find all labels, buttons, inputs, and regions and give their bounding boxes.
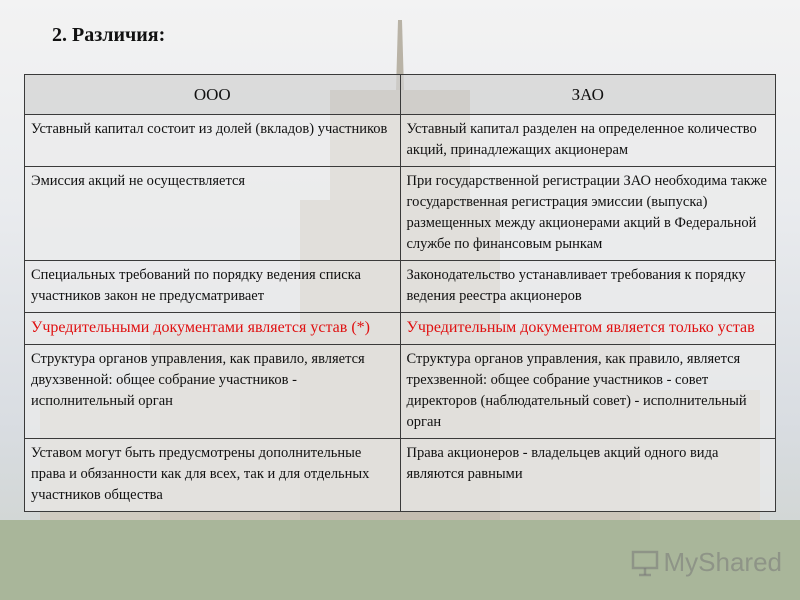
cell-zao: Законодательство устанавливает требования к порядку ведения реестра акционеров xyxy=(400,261,776,313)
cell-zao: При государственной регистрации ЗАО необходима также государственная регистрация эмиссии (выпуска) размещенных между акционерами акций в Федеральной службе по финансовым рынкам xyxy=(400,167,776,261)
cell-zao: Права акционеров - владельцев акций одного вида являются равными xyxy=(400,439,776,512)
table-row xyxy=(25,261,776,313)
cell-ooo: Структура органов управления, как правило, является двухзвенной: общее собрание участников - исполнительный орган xyxy=(25,345,401,439)
table-row xyxy=(25,439,776,512)
watermark-text: MyShared xyxy=(663,547,782,577)
presentation-board-icon xyxy=(630,548,660,578)
cell-ooo: Уставный капитал состоит из долей (вкладов) участников xyxy=(25,115,401,167)
header-zao: ЗАО xyxy=(400,75,776,115)
cell-zao: Учредительным документом является только устав xyxy=(400,313,776,345)
cell-ooo: Уставом могут быть предусмотрены дополнительные права и обязанности как для всех, так и для отдельных участников общества xyxy=(25,439,401,512)
comparison-table xyxy=(24,74,776,512)
header-ooo: ООО xyxy=(25,75,401,115)
cell-zao: Структура органов управления, как правило, является трехзвенной: общее собрание участников - совет директоров (наблюдательный совет) - исполнительный орган xyxy=(400,345,776,439)
cell-zao: Уставный капитал разделен на определенное количество акций, принадлежащих акционерам xyxy=(400,115,776,167)
slide-title: 2. Различия: xyxy=(52,24,166,46)
table-row-highlighted xyxy=(25,313,776,345)
cell-ooo: Специальных требований по порядку ведения списка участников закон не предусматривает xyxy=(25,261,401,313)
table-row xyxy=(25,115,776,167)
cell-ooo: Эмиссия акций не осуществляется xyxy=(25,167,401,261)
table-row xyxy=(25,345,776,439)
watermark-logo xyxy=(630,547,783,578)
table-row xyxy=(25,167,776,261)
table-header-row xyxy=(25,75,776,115)
cell-ooo: Учредительными документами является устав (*) xyxy=(25,313,401,345)
